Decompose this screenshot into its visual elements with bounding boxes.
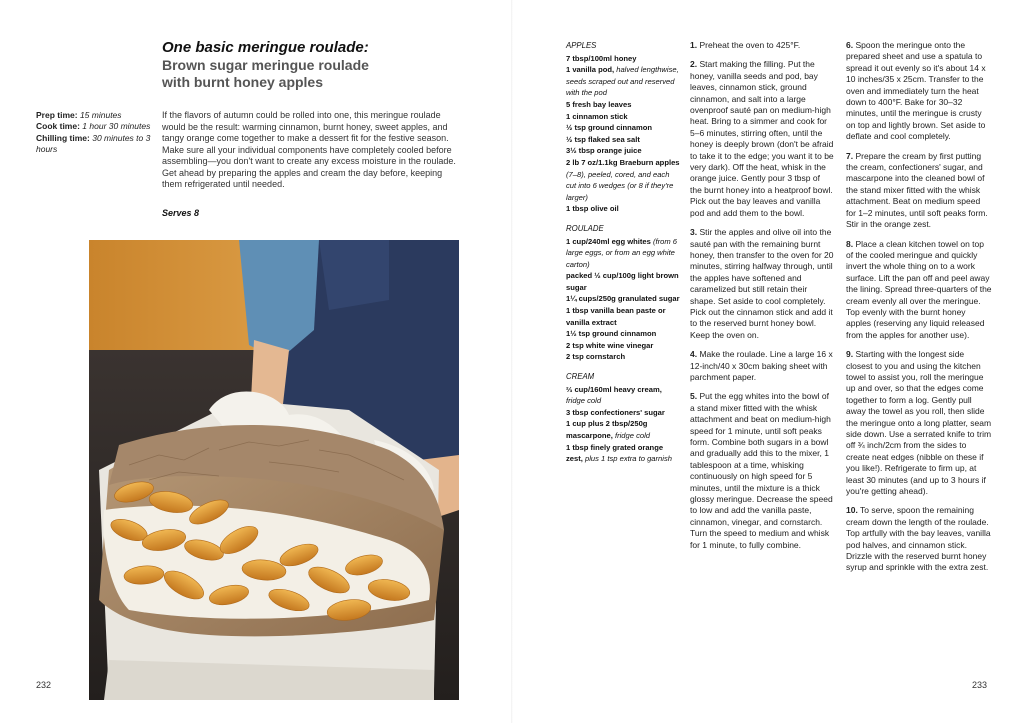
ingredient-item: 1 cup/240ml egg whites (from 6 large eggs, or from an egg white carton)	[566, 236, 678, 269]
ingredient-item: 2 tsp white wine vinegar	[566, 340, 654, 350]
ingredient-item: 1½ tsp ground cinnamon	[566, 329, 657, 339]
recipe-subtitle-line-1: Brown sugar meringue roulade	[162, 57, 369, 73]
ingredient-item: 1 tbsp vanilla bean paste or vanilla extract	[566, 306, 666, 327]
method-step: 5. Put the egg whites into the bowl of a stand mixer fitted with the whisk attachment and beat on medium-high speed for 1 minute, until soft peaks form. Combine both sugars in a bowl and gradually add this to the mixer, 1 tablespoon at a time, whisking continuously on high speed for 5 minutes, until the mixture is a thick glossy meringue. Decrease the speed to low and add the vanilla paste, cinnamon, vinegar, and cornstarch. Turn the speed to medium and whisk for 1 minute, to fully combine.	[690, 391, 833, 550]
ingredient-item: 2 lb 7 oz/1.1kg Braeburn apples (7–8), peeled, cored, and each cut into 6 wedges (or 8 if they're larger)	[566, 157, 680, 202]
ingredient-item: 3½ tbsp orange juice	[566, 146, 642, 156]
method-step: 1. Preheat the oven to 425°F.	[690, 40, 801, 50]
ingredient-item: ½ tsp flaked sea salt	[566, 134, 640, 144]
ingredient-item: 1¼ cups/250g granulated sugar	[566, 294, 680, 304]
ingredient-heading-apples: APPLES	[566, 41, 597, 50]
recipe-intro: If the flavors of autumn could be rolled into one, this meringue roulade would be the result: warming cinnamon, burnt honey, sweet apples, and tangy orange come together to make a dessert fit for the festive season. Make sure all your individual components have completely cooled before assembling—you don't want to create any excess moisture in the roulade. Get ahead by preparing the apples and cream the day before, keeping them refrigerated until needed.	[162, 110, 456, 189]
ingredient-item: 1 tbsp finely grated orange zest, plus 1 tsp extra to garnish	[566, 442, 672, 464]
ingredients-list	[566, 40, 681, 465]
method-step: 3. Stir the apples and olive oil into the sauté pan with the remaining burnt honey, then transfer to the oven for 20 minutes, stirring halfway through, until the apples have softened and caramelized but still retain their shape. Set aside to cool completely. Pick out the cinnamon stick and add it to the reserved burnt honey bowl. Keep the oven on.	[690, 227, 834, 340]
ingredient-heading-roulade: ROULADE	[566, 223, 604, 233]
method-step: 8. Place a clean kitchen towel on top of the cooled meringue and quickly invert the whole thing on to a work surface. Lift the pan off and peel away the lining. Spread three-quarters of the cream evenly all over the meringue. Top evenly with the burnt honey apples (reserving any liquid released from the apples for another use).	[846, 238, 992, 340]
chilling-time: Chilling time: 30 minutes to 3 hours	[36, 132, 151, 154]
ingredient-item: 1 vanilla pod, halved lengthwise, seeds scraped out and reserved with the pod	[566, 65, 679, 98]
method-step: 9. Starting with the longest side closest to you and using the kitchen towel to assist you, roll the meringue up and over, so that the edges come together to form a log. Gently pull away the towel as you roll, then slide the meringue onto a long platter, seam side down. Use a serrated knife to trim off ¾ inch/2cm from the sides to create neat edges (nibble on these if you like!). Refrigerate to firm up, at least 30 minutes (and up to 3 hours if you're getting ahead).	[846, 349, 992, 497]
recipe-subtitle-line-2: with burnt honey apples	[162, 74, 324, 90]
page-number-right: 233	[972, 680, 988, 690]
method-step: 6. Spoon the meringue onto the prepared sheet and use a spatula to spread it out evenly so it's about 14 x 10 inches/35 x 25cm. Transfer to the oven and immediately turn the heat down to 400°F. Bake for 30–32 minutes, until the meringue is crusty on top and lightly brown. Set aside to deflate and cool completely.	[846, 40, 986, 142]
ingredient-item: 1 tbsp olive oil	[566, 204, 619, 214]
serves-count: Serves 8	[162, 208, 200, 218]
ingredient-heading-cream: CREAM	[566, 372, 595, 382]
method-step: 7. Prepare the cream by first putting the cream, confectioners' sugar, and mascarpone into the cleaned bowl of the stand mixer fitted with the whisk attachment. Beat on medium speed for 1–2 minutes, until soft peaks form. Stir in the orange zest.	[846, 150, 988, 230]
method-step: 10. To serve, spoon the remaining cream down the length of the roulade. Top artfully with the bay leaves, vanilla pod halves, and cinnamon stick. Drizzle with the reserved burnt honey syrup and sprinkle with the extra zest.	[846, 505, 991, 573]
cook-time: Cook time: 1 hour 30 minutes	[36, 121, 151, 132]
prep-time: Prep time: 15 minutes	[36, 110, 122, 120]
recipe-title: One basic meringue roulade:	[162, 39, 369, 56]
method-step: 4. Make the roulade. Line a large 16 x 12-inch/40 x 30cm baking sheet with parchment paper.	[690, 349, 833, 382]
ingredient-item: 5 fresh bay leaves	[566, 99, 632, 109]
ingredient-item: packed ½ cup/100g light brown sugar	[566, 271, 679, 292]
right-page	[512, 0, 1024, 723]
method-column-2	[846, 40, 992, 582]
ingredient-item: ⅔ cup/160ml heavy cream, fridge cold	[566, 384, 662, 406]
ingredient-item: 1 cup plus 2 tbsp/250g mascarpone, fridge cold	[566, 419, 651, 440]
ingredient-item: 7 tbsp/100ml honey	[566, 53, 637, 63]
method-step: 2. Start making the filling. Put the honey, vanilla seeds and pod, bay leaves, cinnamon stick, ground cinnamon, and salt into a large ovenproof sauté pan on medium-high heat. Bring to a simmer and cook for 5–6 minutes, stirring often, until the honey is deeply brown (don't be afraid to take it to the edge; you want it to be very dark). Off the heat, whisk in the orange juice. Gently pour 3 tbsp of the burnt honey into a heatproof bowl. Pick out the bay leaves and vanilla pod and add them to the bowl.	[690, 59, 834, 218]
ingredient-item: ½ tsp ground cinnamon	[566, 123, 653, 133]
recipe-timings	[36, 110, 156, 155]
page-number-left: 232	[36, 680, 52, 690]
ingredient-item: 3 tbsp confectioners' sugar	[566, 407, 665, 417]
ingredient-item: 2 tsp cornstarch	[566, 352, 626, 362]
meringue-roulade-photo	[89, 240, 459, 700]
recipe-title-block	[162, 39, 462, 91]
method-column-1	[690, 40, 834, 559]
ingredient-item: 1 cinnamon stick	[566, 111, 628, 121]
